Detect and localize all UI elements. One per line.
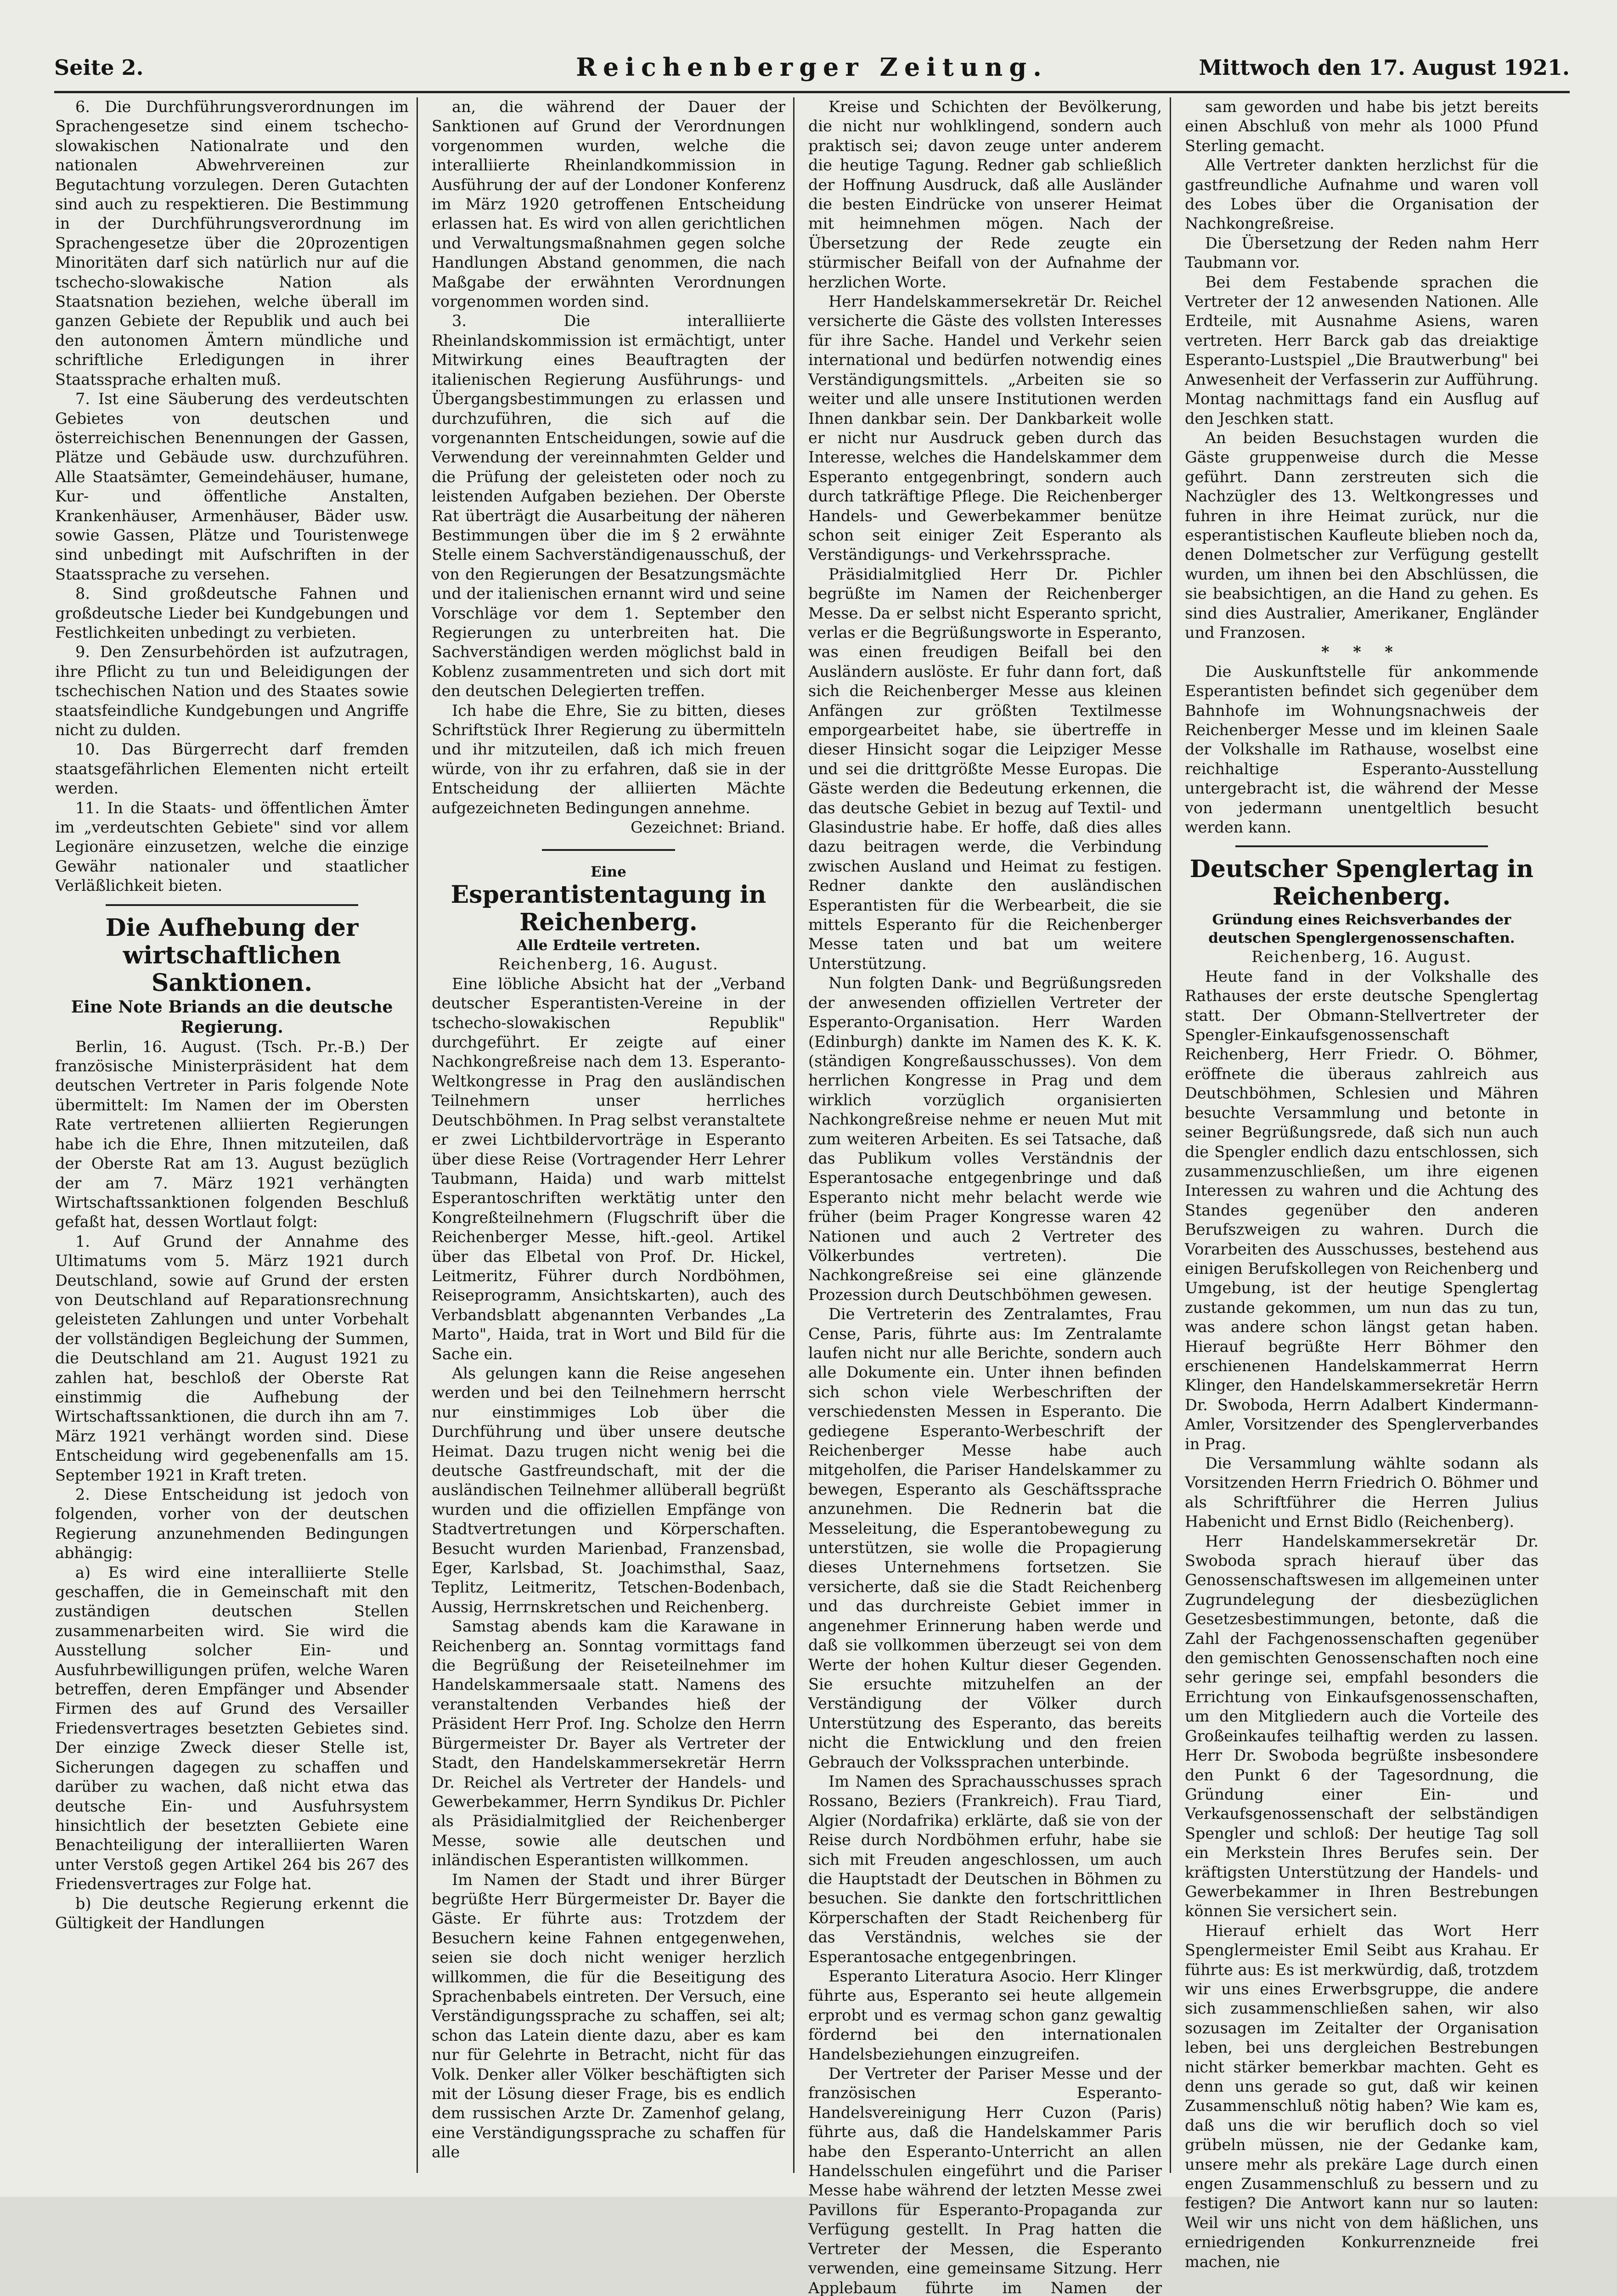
paragraph: Berlin, 16. August. (Tsch. Pr.-B.) Der französische Ministerpräsident hat dem deutschen Vertreter in Paris folgende Note übermittelt: Im Namen der im Obersten Rate vertretenen alliierten Regierungen habe ich die Ehre, Ihnen mitzuteilen, daß der Oberste Rat am 13. August bezüglich der am 7. März 1921 verhängten Wirtschaftssanktionen folgenden Beschluß gefaßt hat, dessen Wortlaut folgt: [55, 1037, 409, 1231]
section-divider [106, 904, 358, 906]
paragraph: Im Namen der Stadt und ihrer Bürger begrüßte Herr Bürgermeister Dr. Bayer die Gäste. Er führte aus: Trotzdem der Besuchern keine Fahnen entgegenwehen, seien sie doch nicht weniger herzlich willkommen, die für die Beseitigung des Sprachenbabels eintreten. Der Versuch, eine Verständigungssprache zu schaffen, sei alt; schon das Latein diente dazu, aber es kam nur für Gelehrte in Betracht, nicht für das Volk. Denker aller Völker beschäftigten sich mit der Lösung dieser Frage, bis es endlich dem russischen Arzte Dr. Zamenhof gelang, eine Verständigungssprache zu schaffen für alle [432, 1870, 785, 2161]
paragraph: 9. Den Zensurbehörden ist aufzutragen, ihre Pflicht zu tun und Beleidigungen der tschechischen Nation und des Staates sowie staatsfeindliche Kundgebungen und Angriffe nicht zu dulden. [55, 643, 409, 739]
paragraph: 3. Die interalliierte Rheinlandskommission ist ermächtigt, unter Mitwirkung eines Beauftragten der italienischen Regierung Ausführungs- und Übergangsbestimmungen zu erlassen und durchzuführen, die sich auf die vorgenannten Entscheidungen, sowie auf die Verwendung der vereinnahmten Gelder und die Prüfung der geleisteten oder noch zu leistenden Aufgaben beziehen. Der Oberste Rat überträgt die Ausarbeitung der näheren Bestimmungen über die im § 2 erwähnte Stelle einem Sachverständigenausschuß, der von den Regierungen der Besatzungsmächte und der italienischen ernannt wird und seine Vorschläge vor dem 1. September den Regierungen zu unterbreiten hat. Die Sachverständigen werden möglichst bald in Koblenz zusammentreten und sich dort mit den deutschen Delegierten treffen. [432, 312, 785, 700]
column-3 [808, 97, 1162, 2296]
paragraph: b) Die deutsche Regierung erkennt die Gültigkeit der Handlungen [55, 1894, 409, 1932]
newspaper-title: Reichenberger Zeitung. [576, 52, 1048, 82]
masthead [54, 50, 1570, 93]
paragraph: Nun folgten Dank- und Begrüßungsreden der anwesenden offiziellen Vertreter der Esperanto-Organisation. Herr Warden (Edinburgh) dankte im Namen des K. K. K. (ständigen Kongreßausschusses). Von dem herrlichen Kongresse in Prag und dem wirklich vorzüglich organisierten Nachkongreßreise nehme er neuen Mut mit zum weiteren Arbeiten. Es sei Tatsache, daß das Publikum volles Verständnis der Esperantosache entgegenbringe und daß Esperanto nicht mehr belacht werde wie früher (beim Prager Kongresse waren 42 Nationen und auch 2 Vertreter des Völkerbundes vertreten). Die Nachkongreßreise sei eine glänzende Prozession durch Deutschböhmen gewesen. [808, 974, 1162, 1304]
paragraph: Die Auskunftstelle für ankommende Esperantisten befindet sich gegenüber dem Bahnhofe im Wohnungsnachweis der Reichenberger Messe und im kleinen Saale der Volkshalle im Rathause, woselbst eine reichhaltige Esperanto-Ausstellung untergebracht ist, die während der Messe von jedermann unentgeltlich besucht werden kann. [1185, 662, 1538, 837]
column-2 [432, 97, 785, 2173]
headline-sanctions: Die Aufhebung der wirtschaftlichen Sanktionen. [105, 913, 359, 997]
paragraph: Der Vertreter der Pariser Messe und der französischen Esperanto-Handelsvereinigung Herr Cuzon (Paris) führte aus, daß die Handelskammer Paris habe den Esperanto-Unterricht an allen Handelsschulen eingeführt und die Pariser Messe habe während der letzten Messe zwei Pavillons für Esperanto-Propaganda zur Verfügung gestellt. In Prag hatten die Vertreter der Messen, die Esperanto verwenden, eine gemeinsame Sitzung. Herr Applebaum führte im Namen der [808, 2065, 1162, 2296]
paragraph: 10. Das Bürgerrecht darf fremden staatsgefährlichen Elementen nicht erteilt werden. [55, 740, 409, 798]
paragraph: 2. Diese Entscheidung ist jedoch von folgenden, vorher von der deutschen Regierung anzunehmenden Bedingungen abhängig: [55, 1486, 409, 1562]
paragraph: Als gelungen kann die Reise angesehen werden und bei den Teilnehmern herrscht nur einstimmiges Lob über die Durchführung und über unsere deutsche Heimat. Dazu trugen nicht wenig bei die deutsche Gastfreundschaft, mit der die ausländischen Teilnehmer allüberall begrüßt wurden und die offiziellen Empfänge von Stadtvertretungen und Körperschaften. Besucht wurden Marienbad, Franzensbad, Eger, Karlsbad, St. Joachimsthal, Saaz, Teplitz, Leitmeritz, Tetschen-Bodenbach, Aussig, Herrnskretschen und Reichenberg. [432, 1364, 785, 1616]
paragraph: An beiden Besuchstagen wurden die Gäste gruppenweise durch die Messe geführt. Dann zerstreuten sich die Nachzügler des 13. Weltkongresses und fuhren in ihre Heimat zurück, nur die esperantistischen Kaufleute blieben noch da, denen Dolmetscher zur Verfügung gestellt wurden, um ihnen bei den Abschlüssen, die sie beabsichtigen, an die Hand zu gehen. Es sind dies Australier, Amerikaner, Engländer und Franzosen. [1185, 428, 1538, 642]
paragraph: 7. Ist eine Säuberung des verdeutschten Gebietes von deutschen und österreichischen Benennungen der Gassen, Plätze und Gebäude usw. durchzuführen. Alle Staatsämter, Gemeindehäuser, humane, Kur- und öffentliche Anstalten, Krankenhäuser, Armenhäuser, Bäder usw. sowie Gassen, Plätze und Touristenwege sind unbedingt mit Aufschriften in der Staatssprache zu versehen. [55, 390, 409, 583]
signature-line: Gezeichnet: Briand. [631, 818, 785, 837]
subheadline-sanctions: Eine Note Briands an die deutsche Regierung. [71, 997, 393, 1037]
paragraph: Heute fand in der Volkshalle des Rathauses der erste deutsche Spenglertag statt. Der Obmann-Stellvertreter der Spengler-Einkaufsgenossenschaft Reichenberg, Herr Friedr. O. Böhmer, eröffnete die überaus zahlreich aus Deutschböhmen, Schlesien und Mähren besuchte Versammlung und betonte in seiner Begrüßungsrede, daß sich nun auch die Spengler endlich dazu entschlossen, sich zusammenzuschließen, um ihre eigenen Interessen zu wahren und die Achtung des Standes gegenüber den anderen Berufszweigen zu wahren. Durch die Vorarbeiten des Ausschusses, bestehend aus einigen Berufskollegen von Reichenberg und Umgebung, ist der heutige Spenglertag zustande gekommen, um nun das zu tun, was andere schon längst getan haben. Hierauf begrüßte Herr Böhmer den erschienenen Handelskammerrat Herrn Klinger, den Handelskammersekretär Herrn Dr. Swoboda, Herrn Adalbert Kindermann-Amler, Vorsitzender des Spenglerverbandes in Prag. [1185, 967, 1538, 1453]
paragraph: 8. Sind großdeutsche Fahnen und großdeutsche Lieder bei Kundgebungen und Festlichkeiten unbedingt zu verbieten. [55, 585, 409, 642]
paragraph: Alle Vertreter dankten herzlichst für die gastfreundliche Aufnahme und waren voll des Lobes über die Organisation der Nachkongreßreise. [1185, 156, 1538, 233]
dateline: Reichenberg, 16. August. [1251, 948, 1472, 966]
paragraph: Ich habe die Ehre, Sie zu bitten, dieses Schriftstück Ihrer Regierung zu übermitteln und ihr mitzuteilen, daß ich mich freuen würde, von ihr zu erfahren, daß sie in der Entscheidung der alliierten Mächte aufgezeichneten Bedingungen annehme. [432, 701, 785, 817]
column-rule [1170, 97, 1171, 2173]
paragraph: 1. Auf Grund der Annahme des Ultimatums vom 5. März 1921 durch Deutschland, sowie auf Grund der ersten von Deutschland auf Reparationsrechnung geleisteten Zahlungen und unter Vorbehalt der vollständigen Begleichung der Summen, die Deutschland am 21. August 1921 zu zahlen hat, beschloß der Oberste Rat einstimmig die Aufhebung der Wirtschaftssanktionen, die durch ihn am 7. März 1921 verhängt worden sind. Diese Entscheidung wird gegebenenfalls am 15. September 1921 in Kraft treten. [55, 1232, 409, 1484]
dateline: Reichenberg, 16. August. [498, 955, 719, 974]
paragraph: Esperanto Literatura Asocio. Herr Klinger führte aus, Esperanto sei heute allgemein erprobt und es vermag schon ganz gewaltig fördernd bei den internationalen Handelsbeziehungen einzugreifen. [808, 1967, 1162, 2063]
column-rule [793, 97, 794, 2173]
kicker: Eine [591, 864, 626, 881]
paragraph: Hierauf erhielt das Wort Herr Spenglermeister Emil Seibt aus Krahau. Er führte aus: Es ist merkwürdig, daß, trotzdem wir uns eines Erwerbsgruppe, die andere sich zusammenschließen sahen, wir also sozusagen im Zeitalter der Organisation leben, bei uns dergleichen Bestrebungen nicht stärker bemerkbar machten. Geht es denn uns gerade so gut, daß wir keinen Zusammenschluß nötig haben? Wie kam es, daß uns die wir beruflich doch so viel grübeln müssen, nie der Gedanke kam, unsere mehr als prekäre Lage durch einen engen Zusammenschluß zu bessern und zu festigen? Die Antwort kann nur so lauten: Weil wir uns nicht von dem häßlichen, uns erniedrigenden Konkurrenzneide frei machen, nie [1185, 1921, 1538, 2271]
paragraph: Präsidialmitglied Herr Dr. Pichler begrüßte im Namen der Reichenberger Messe. Da er selbst nicht Esperanto spricht, verlas er die Begrüßungsworte in Esperanto, was einen freudigen Beifall bei den Ausländern auslöste. Er fuhr dann fort, daß sich die Reichenberger Messe aus kleinen Anfängen zur größten Textilmesse emporgearbeitet habe, sie übertreffe in dieser Hinsicht sogar die Leipziger Messe und sei die drittgrößte Messe Europas. Die Gäste werden die Bedeutung erkennen, die das deutsche Gebiet in bezug auf Textil- und Glasindustrie habe. Er hoffe, daß dies alles dazu beitragen werde, die Verbindung zwischen Ausland und Heimat zu festigen. Redner dankte den ausländischen Esperantisten für die Werbearbeit, die sie mittels Esperanto für die Reichenberger Messe taten und bat um weitere Unterstützung. [808, 565, 1162, 973]
headline-spenglertag: Deutscher Spenglertag in Reichenberg. [1189, 855, 1534, 911]
section-divider [542, 849, 675, 851]
paragraph: Im Namen des Sprachausschusses sprach Rossano, Beziers (Frankreich). Frau Tiard, Algier (Nordafrika) erklärte, daß sie von der Reise durch Nordböhmen erfuhr, habe sie sich mit Freuden angeschlossen, um auch die Hauptstadt der Deutschen in Böhmen zu besuchen. Sie dankte den fortschrittlichen Körperschaften der Stadt Reichenberg für das Verständnis, welches sie der Esperantosache entgegenbringen. [808, 1772, 1162, 1966]
paragraph: Kreise und Schichten der Bevölkerung, die nicht nur wohlklingend, sondern auch praktisch sei; davon zeuge unter anderem die heutige Tagung. Redner gab schließlich der Hoffnung Ausdruck, daß alle Ausländer die besten Eindrücke von unserer Heimat mit heimnehmen mögen. Nach der Übersetzung der Rede zeugte ein stürmischer Beifall von der Aufnahme der herzlichen Worte. [808, 98, 1162, 291]
paragraph: Die Versammlung wählte sodann als Vorsitzenden Herrn Friedrich O. Böhmer und als Schriftführer die Herren Julius Habenicht und Ernst Bidlo (Reichenberg). [1185, 1454, 1538, 1531]
paragraph: an, die während der Dauer der Sanktionen auf Grund der Verordnungen vorgenommen wurden, welche die interalliierte Rheinlandkommission in Ausführung der auf der Londoner Konferenz im März 1920 getroffenen Entscheidung erlassen hat. Es wird von allen gerichtlichen und Verwaltungsmaßnahmen gegen solche Handlungen Abstand genommen, die nach Maßgabe der erwähnten Verordnungen vorgenommen worden sind. [432, 98, 785, 311]
paragraph: Samstag abends kam die Karawane in Reichenberg an. Sonntag vormittags fand die Begrüßung der Reiseteilnehmer im Handelskammersaale statt. Namens des veranstaltenden Verbandes hieß der Präsident Herr Prof. Ing. Scholze den Herrn Bürgermeister Dr. Bayer als Vertreter der Stadt, den Handelskammersekretär Herrn Dr. Reichel als Vertreter der Handels- und Gewerbekammer, Herrn Syndikus Dr. Pichler als Präsidialmitglied der Reichenberger Messe, sowie alle deutschen und inländischen Esperantisten willkommen. [432, 1617, 785, 1869]
paragraph: 11. In die Staats- und öffentlichen Ämter im „verdeutschten Gebiete" sind vor allem Legionäre einzusetzen, welche die einzige Gewähr nationaler und staatlicher Verläßlichkeit bieten. [55, 799, 409, 895]
paragraph: Bei dem Festabende sprachen die Vertreter der 12 anwesenden Nationen. Alle Erdteile, mit Ausnahme Asiens, waren vertreten. Herr Barck gab das dreiaktige Esperanto-Lustspiel „Die Brautwerbung" bei Anwesenheit der Verfasserin zur Aufführung. Montag nachmittags fand ein Ausflug auf den Jeschken statt. [1185, 273, 1538, 428]
section-divider [1235, 845, 1488, 847]
paragraph: 6. Die Durchführungsverordnungen im Sprachengesetze sind einem tschecho-slowakischen Nationalrate und den nationalen Abwehrvereinen zur Begutachtung vorzulegen. Deren Gutachten sind auch zu respektieren. Die Bestimmung in der Durchführungsverordnung im Sprachengesetze über die 20prozentigen Minoritäten darf sich natürlich nur auf die tschecho-slowakische Nation als Staatsnation beziehen, welche überall im ganzen Gebiete der Republik und auch bei den autonomen Ämtern mündliche und schriftliche Erledigungen in ihrer Staatssprache erhalten muß. [55, 98, 409, 388]
paragraph: Die Übersetzung der Reden nahm Herr Taubmann vor. [1185, 234, 1538, 272]
page-number: Seite 2. [54, 55, 144, 80]
section-separator-stars: * * * [1321, 643, 1402, 661]
paragraph: Herr Handelskammersekretär Dr. Swoboda sprach hierauf über das Genossenschaftswesen im allgemeinen unter Zugrundelegung der diesbezüglichen Gesetzesbestimmungen, betonte, daß die Zahl der Fachgenossenschaften gegenüber den gemischten Genossenschaften noch eine sehr geringe sei, empfahl besonders die Errichtung von Einkaufsgenossenschaften, um den Mitgliedern auch die Vorteile des Großeinkaufes teilhaftig werden zu lassen. Herr Dr. Swoboda begrüßte insbesondere den Punkt 6 der Tagesordnung, die Gründung einer Ein- und Verkaufsgenossenschaft der selbständigen Spengler und schloß: Der heutige Tag soll ein Merkstein Ihres Berufes sein. Der kräftigsten Unterstützung der Handels- und Gewerbekammer in Ihren Bestrebungen können Sie versichert sein. [1185, 1532, 1538, 1920]
subheadline-esperanto: Alle Erdteile vertreten. [517, 937, 700, 954]
paragraph: a) Es wird eine interalliierte Stelle geschaffen, die in Gemeinschaft mit den zuständigen deutschen Stellen zusammenarbeiten wird. Sie wird die Ausstellung solcher Ein- und Ausfuhrbewilligungen prüfen, welche Waren betreffen, deren Empfänger und Absender Firmen des auf Grund des Versailler Friedensvertrages besetzten Gebietes sind. Der einzige Zweck dieser Stelle ist, Sicherungen dagegen zu schaffen und darüber zu wachen, daß nicht etwa das deutsche Ein- und Ausfuhrsystem hinsichtlich der besetzten Gebiete eine Benachteiligung der interalliierten Waren unter Verstoß gegen Artikel 264 bis 267 des Friedensvertrages zur Folge hat. [55, 1563, 409, 1893]
subheadline-spenglertag: Gründung eines Reichsverbandes der deutschen Spenglergenossenschaften. [1208, 912, 1515, 947]
paragraph: Herr Handelskammersekretär Dr. Reichel versicherte die Gäste des vollsten Interesses für ihre Sache. Handel und Verkehr seien international und bedürfen notwendig eines Verständigungsmittels. „Arbeiten sie so weiter und alle unsere Institutionen werden Ihnen dankbar sein. Der Dankbarkeit wolle er nicht nur Ausdruck geben durch das Interesse, welches die Handelskammer dem Esperanto entgegenbringt, sondern auch durch tatkräftige Pflege. Die Reichenberger Handels- und Gewerbekammer benütze schon seit einiger Zeit Esperanto als Verständigungs- und Verkehrssprache. [808, 293, 1162, 564]
paragraph: sam geworden und habe bis jetzt bereits einen Abschluß von mehr als 1000 Pfund Sterling gemacht. [1185, 98, 1538, 155]
paragraph: Die Vertreterin des Zentralamtes, Frau Cense, Paris, führte aus: Im Zentralamte laufen nicht nur alle Berichte, sondern auch alle Dokumente ein. Unter ihnen befinden sich schon viele Werbeschriften der verschiedensten Messen in Esperanto. Die gediegene Esperanto-Werbeschrift der Reichenberger Messe habe auch mitgeholfen, die Pariser Handelskammer zu bewegen, Esperanto als Geschäftssprache anzunehmen. Die Rednerin bat die Messeleitung, die Esperantobewegung zu unterstützen, sie wolle die Propagierung dieses Unternehmens fortsetzen. Sie versicherte, daß sie die Stadt Reichenberg und das durchreiste Gebiet immer in angenehmer Erinnerung haben werde und daß sie vollkommen überzeugt sei von dem Werte der hohen Kultur dieser Gegenden. Sie ersuchte mitzuhelfen an der Verständigung der Völker durch Unterstützung des Esperanto, das bereits nicht die Entwicklung und den freien Gebrauch der Volkssprachen unterbinde. [808, 1305, 1162, 1771]
column-4 [1185, 97, 1538, 2271]
issue-date: Mittwoch den 17. August 1921. [1199, 55, 1570, 80]
headline-esperanto: Esperantistentagung in Reichenberg. [451, 881, 766, 937]
column-1 [55, 97, 409, 2173]
paragraph: Eine löbliche Absicht hat der „Verband deutscher Esperantisten-Vereine in der tschecho-slowakischen Republik" durchgeführt. Er zeigte auf einer Nachkongreßreise nach dem 13. Esperanto-Weltkongresse in Prag den ausländischen Teilnehmern unser herrliches Deutschböhmen. In Prag selbst veranstaltete er zwei Lichtbildervorträge in Esperanto über diese Reise (Vortragender Herr Lehrer Taubmann, Haida) und warb mittelst Esperantoschriften werktätig unter den Kongreßteilnehmern (Flugschrift über die Reichenberger Messe, hift.-geol. Artikel über das Elbetal von Prof. Dr. Hickel, Leitmeritz, Führer durch Nordböhmen, Reiseprogramm, Ansichtskarten), auch des Verbandsblatt abgenannten Verbandes „La Marto", Haida, trat in Wort und Bild für die Sache ein. [432, 974, 785, 1363]
column-rule [417, 97, 418, 2173]
